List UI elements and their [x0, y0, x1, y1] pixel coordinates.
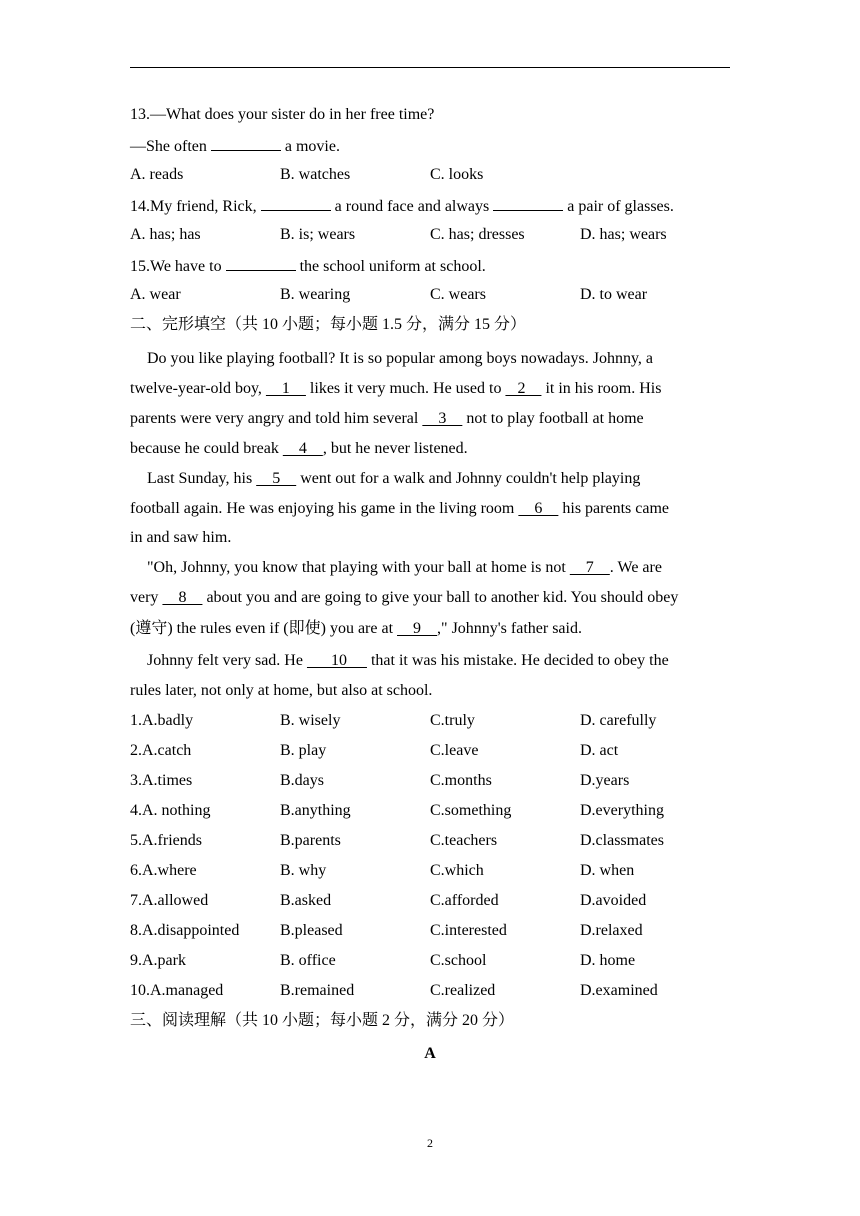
passage-line: in and saw him. — [130, 529, 232, 546]
option-6-c: C.which — [430, 862, 484, 879]
blank-2: 2 — [505, 380, 542, 397]
option-6-a: 6.A.where — [130, 862, 197, 879]
q14-option-b: B. is; wears — [280, 226, 356, 243]
q15-option-a: A. wear — [130, 286, 181, 303]
option-9-c: C.school — [430, 952, 487, 969]
q14-option-a: A. has; has — [130, 226, 201, 243]
passage-line: (遵守) the rules even if (即使) you are at 9 ," Johnny's father said. — [130, 620, 582, 637]
answer-blank — [226, 255, 296, 271]
option-3-b: B.days — [280, 772, 324, 789]
option-7-c: C.afforded — [430, 892, 499, 909]
passage-line: because he could break 4 , but he never listened. — [130, 440, 468, 457]
question-14-stem: 14.My friend, Rick, a round face and always a pair of glasses. — [130, 195, 674, 217]
option-5-c: C.teachers — [430, 832, 498, 849]
answer-blank — [493, 195, 563, 211]
option-3-d: D.years — [580, 772, 630, 789]
q15-option-c: C. wears — [430, 286, 486, 303]
section-2-title: 二、完形填空（共 10 小题；每小题 1.5 分，满分 15 分） — [130, 316, 527, 333]
option-4-a: 4.A. nothing — [130, 802, 211, 819]
section-3-title: 三、阅读理解（共 10 小题；每小题 2 分，满分 20 分） — [130, 1012, 515, 1029]
q15-option-d: D. to wear — [580, 286, 648, 303]
passage-line: football again. He was enjoying his game in the living room 6 his parents came — [130, 500, 669, 517]
option-3-c: C.months — [430, 772, 492, 789]
option-7-a: 7.A.allowed — [130, 892, 209, 909]
option-10-c: C.realized — [430, 982, 496, 999]
blank-6: 6 — [518, 500, 559, 517]
option-7-b: B.asked — [280, 892, 332, 909]
option-8-c: C.interested — [430, 922, 507, 939]
option-2-a: 2.A.catch — [130, 742, 192, 759]
blank-5: 5 — [256, 470, 297, 487]
q15-option-b: B. wearing — [280, 286, 351, 303]
q13-option-a: A. reads — [130, 166, 184, 183]
option-5-b: B.parents — [280, 832, 341, 849]
option-4-d: D.everything — [580, 802, 664, 819]
option-6-b: B. why — [280, 862, 327, 879]
question-13-stem: 13.—What does your sister do in her free time? — [130, 106, 435, 123]
answer-blank — [261, 195, 331, 211]
q13-option-b: B. watches — [280, 166, 351, 183]
option-6-d: D. when — [580, 862, 635, 879]
q13-option-c: C. looks — [430, 166, 484, 183]
option-5-d: D.classmates — [580, 832, 664, 849]
question-13-answer-line: —She often a movie. — [130, 135, 340, 157]
option-9-b: B. office — [280, 952, 336, 969]
option-4-b: B.anything — [280, 802, 351, 819]
q14-option-d: D. has; wears — [580, 226, 667, 243]
question-15-stem: 15.We have to the school uniform at school. — [130, 255, 486, 277]
reading-part-label: A — [424, 1045, 436, 1062]
option-1-c: C.truly — [430, 712, 475, 729]
blank-7: 7 — [569, 559, 610, 576]
blank-3: 3 — [422, 410, 463, 427]
option-8-a: 8.A.disappointed — [130, 922, 240, 939]
option-10-d: D.examined — [580, 982, 658, 999]
blank-4: 4 — [282, 440, 323, 457]
passage-line: "Oh, Johnny, you know that playing with your ball at home is not 7 . We are — [147, 559, 662, 576]
passage-line: Do you like playing football? It is so popular among boys nowadays. Johnny, a — [147, 350, 653, 367]
option-7-d: D.avoided — [580, 892, 647, 909]
passage-line: parents were very angry and told him several 3 not to play football at home — [130, 410, 644, 427]
blank-8: 8 — [162, 589, 203, 606]
option-2-d: D. act — [580, 742, 619, 759]
passage-line: rules later, not only at home, but also at school. — [130, 682, 433, 699]
option-10-a: 10.A.managed — [130, 982, 224, 999]
option-1-d: D. carefully — [580, 712, 657, 729]
option-8-d: D.relaxed — [580, 922, 643, 939]
option-1-a: 1.A.badly — [130, 712, 194, 729]
option-10-b: B.remained — [280, 982, 355, 999]
passage-line: very 8 about you and are going to give your ball to another kid. You should obey — [130, 589, 679, 606]
option-9-d: D. home — [580, 952, 636, 969]
q14-option-c: C. has; dresses — [430, 226, 525, 243]
option-9-a: 9.A.park — [130, 952, 186, 969]
answer-blank — [211, 135, 281, 151]
page-number: 2 — [427, 1136, 433, 1150]
header-rule — [130, 67, 730, 68]
passage-line: Johnny felt very sad. He 10 that it was his mistake. He decided to obey the — [147, 652, 669, 669]
passage-line: twelve-year-old boy, 1 likes it very much. He used to 2 it in his room. His — [130, 380, 662, 397]
blank-10: 10 — [306, 652, 367, 669]
option-8-b: B.pleased — [280, 922, 343, 939]
blank-9: 9 — [397, 620, 438, 637]
passage-line: Last Sunday, his 5 went out for a walk and Johnny couldn't help playing — [147, 470, 641, 487]
option-5-a: 5.A.friends — [130, 832, 202, 849]
option-2-c: C.leave — [430, 742, 479, 759]
option-3-a: 3.A.times — [130, 772, 193, 789]
option-2-b: B. play — [280, 742, 327, 759]
blank-1: 1 — [265, 380, 306, 397]
option-4-c: C.something — [430, 802, 512, 819]
option-1-b: B. wisely — [280, 712, 341, 729]
